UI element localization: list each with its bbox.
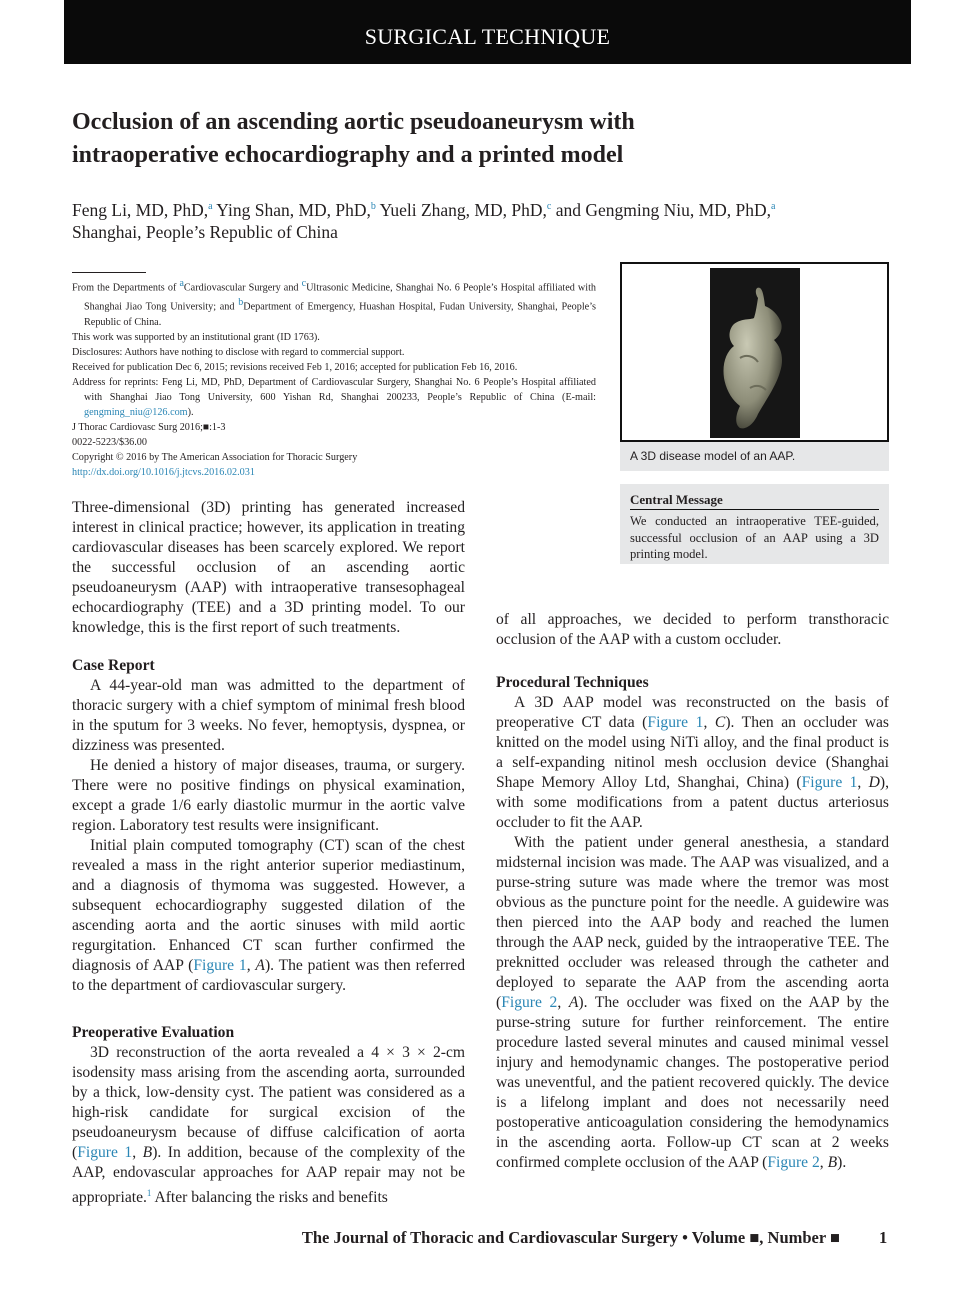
footnote-disclosures: Disclosures: Authors have nothing to disclose with regard to commercial support. — [72, 346, 405, 358]
footnote-affiliation: From the Departments of $^a$Cardiovascular Surgery and $^c$Ultrasonic Medicine, Shanghai No. 6 People’s Hospital affiliated with Shanghai Jiao Tong University; and $^b$Department of Emergency, Huashan Hospital, Fudan University, Shanghai, People’s Republic of China. — [72, 278, 597, 328]
footnote-received: Received for publication Dec 6, 2015; revisions received Feb 1, 2016; accepted for publication Feb 16, 2016. — [72, 361, 518, 373]
figure-link[interactable]: Figure 2 — [767, 1154, 820, 1171]
model-photo — [710, 268, 800, 438]
preop-paragraph: 3D reconstruction of the aorta revealed a 4 × 3 × 2-cm isodensity mass arising from the ascending aorta, surrounded by a thick, low-density cyst. The patient was considered as a high-risk candidate for surgical excision of the pseudoaneurysm because of diffuse calcification of aorta (Figure 1, B). In addition, because of the complexity of the AAP, endovascular approaches for AAP repair may not be appropriate.$^1$ After balancing the risks and benefits — [72, 1044, 465, 1207]
affiliation-mark: a — [771, 201, 776, 212]
central-message-heading: Central Message — [630, 492, 879, 510]
affiliation-mark: b — [370, 201, 376, 212]
figure-link[interactable]: Figure 2 — [501, 994, 558, 1011]
footnote-rule — [72, 272, 146, 273]
section-banner: SURGICAL TECHNIQUE — [64, 0, 911, 64]
figure-link[interactable]: Figure 1 — [647, 714, 704, 731]
page-number: 1 — [879, 1228, 888, 1247]
footnotes — [72, 276, 596, 480]
case-paragraph: He denied a history of major diseases, trauma, or surgery. There were no positive findings on physical examination, except a grade 1/6 early diastolic murmur in the aortic valve region. Laboratory test results were insignificant. — [72, 757, 465, 834]
footnote-address: Address for reprints: Feng Li, MD, PhD, Department of Cardiovascular Surgery, Shanghai No. 6 People’s Hospital affiliated with Shanghai Jiao Tong University, 600 Yishan Rd, Shanghai 200233, People’s Republic of China (E-mail: gengming_niu@126.com). — [72, 376, 596, 418]
central-message-box — [620, 484, 889, 564]
figure-link[interactable]: Figure 1 — [801, 774, 858, 791]
reference-link[interactable]: 1 — [146, 1188, 152, 1198]
figure-image-frame — [620, 262, 889, 442]
page-footer — [0, 1226, 975, 1250]
author-name: Yueli Zhang, MD, PhD, — [375, 199, 547, 220]
preoperative-heading: Preoperative Evaluation — [72, 1024, 235, 1041]
procedural-heading: Procedural Techniques — [496, 674, 649, 691]
left-column — [72, 498, 465, 1208]
author-name: Ying Shan, MD, PhD, — [212, 199, 371, 220]
journal-footer: The Journal of Thoracic and Cardiovascular Surgery • Volume ■, Number ■ — [301, 1228, 840, 1247]
footnote-funding: This work was supported by an institutional grant (ID 1763). — [72, 331, 320, 343]
figure-3d-model — [620, 262, 889, 471]
article-title: Occlusion of an ascending aortic pseudoaneurysm with intraoperative echocardiography and a printed model — [72, 109, 635, 168]
author-list — [72, 196, 892, 243]
footnote-copyright: Copyright © 2016 by The American Association for Thoracic Surgery — [72, 451, 358, 463]
author-location: Shanghai, People’s Republic of China — [72, 221, 338, 242]
author-name: and Gengming Niu, MD, PhD, — [551, 199, 772, 220]
procedure-paragraph: With the patient under general anesthesia, a standard midsternal incision was made. The AAP was visualized, and a purse-string suture was made where the tremor was most obvious as the puncture point for the needle. A guidewire was then pierced into the AAP body and reached the lumen through the AAP neck, guided by the intraoperative TEE. The preknitted occluder was released through the catheter and deployed to separate the AAP from the ascending aorta (Figure 2, A). The occluder was fixed on the AAP by the purse-string suture for further reinforcement. The entire procedure lasted several minutes and caused minimal vessel injury and hemodynamic changes. The postoperative period was uneventful, and the patient recovered quickly. The device is a lifelong implant and does not necessarily need postoperative anticoagulation considering the hemodynamics in the ascending aorta. Follow-up CT scan at 2 weeks confirmed complete occlusion of the AAP (Figure 2, B). — [496, 834, 890, 1171]
author-name: Feng Li, MD, PhD, — [72, 199, 209, 220]
central-message-body: We conducted an intraoperative TEE-guided, successful occlusion of an AAP using a 3D printing model. — [630, 514, 879, 561]
figure-link[interactable]: Figure 1 — [77, 1144, 133, 1161]
doi-link[interactable]: http://dx.doi.org/10.1016/j.jtcvs.2016.02.031 — [72, 466, 255, 478]
affiliation-mark: c — [546, 201, 552, 212]
footnote-issn: 0022-5223/$36.00 — [72, 436, 147, 448]
case-paragraph: Initial plain computed tomography (CT) scan of the chest revealed a mass in the right anterior superior mediastinum, and a diagnosis of thymoma was suggested. However, a subsequent echocardiography suggested dilation of the ascending aorta and the aortic sinuses with mild aortic regurgitation. Enhanced CT scan further confirmed the diagnosis of AAP (Figure 1, A). The patient was then referred to the department of cardiovascular surgery. — [72, 837, 466, 994]
aap-model-illustration — [710, 268, 800, 438]
case-report-heading: Case Report — [72, 657, 155, 674]
figure-caption: A 3D disease model of an AAP. — [620, 442, 889, 471]
procedure-paragraph: A 3D AAP model was reconstructed on the basis of preoperative CT data (Figure 1, C). Then an occluder was knitted on the model using NiTi alloy, and the final product is a self-expanding nitinol mesh occlusion device (Shanghai Shape Memory Alloy Ltd, Shanghai, China) (Figure 1, D), with some modifications from a patent ductus arteriosus occluder to fit the AAP. — [496, 694, 890, 831]
figure-link[interactable]: Figure 1 — [193, 957, 247, 974]
intro-paragraph: Three-dimensional (3D) printing has generated increased interest in clinical practice; however, its application in treating cardiovascular diseases has been scarcely explored. We report the successful occlusion of an ascending aortic pseudoaneurysm (AAP) with intraoperative transesophageal echocardiography (TEE) and a 3D printing model. To our knowledge, this is the first report of such treatments. — [72, 499, 465, 636]
footnote-citation: J Thorac Cardiovasc Surg 2016;■:1-3 — [72, 421, 226, 433]
right-column — [496, 610, 889, 1173]
affiliation-mark: a — [208, 201, 213, 212]
continued-paragraph: of all approaches, we decided to perform transthoracic occlusion of the AAP with a custom occluder. — [496, 611, 889, 648]
case-paragraph: A 44-year-old man was admitted to the department of thoracic surgery with a chief symptom of minimal fresh blood in the sputum for 3 weeks. No fever, hemoptysis, dyspnea, or dizziness was presented. — [72, 677, 465, 754]
email-link[interactable]: gengming_niu@126.com — [84, 406, 188, 418]
